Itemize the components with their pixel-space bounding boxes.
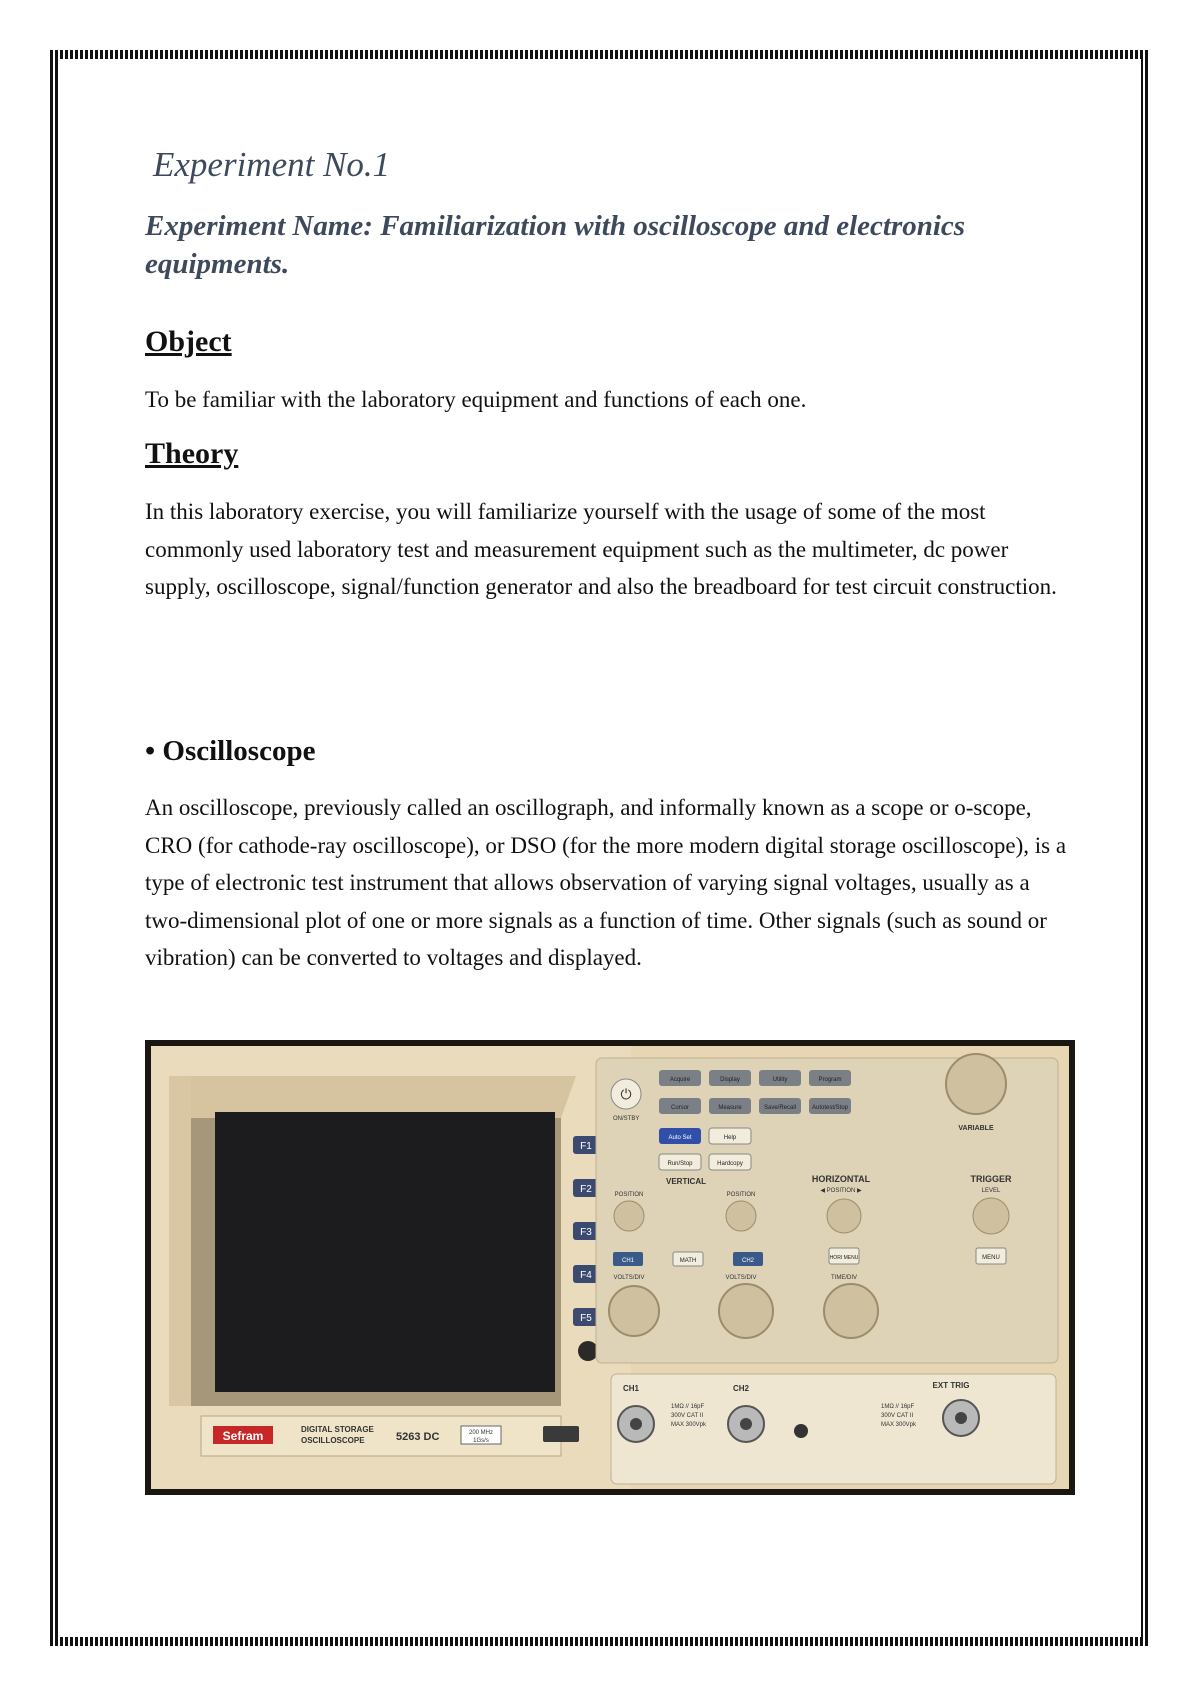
brand-label: Sefram bbox=[222, 1429, 264, 1443]
trigger-menu-button: MENU bbox=[982, 1255, 1000, 1261]
svg-text:Cursor: Cursor bbox=[670, 1105, 690, 1111]
ground-jack bbox=[794, 1424, 808, 1438]
ch1-button: CH1 bbox=[621, 1258, 635, 1264]
model-number: 5263 DC bbox=[396, 1431, 440, 1443]
object-text: To be familiar with the laboratory equipment and functions of each one. bbox=[145, 387, 807, 412]
horizontal-label: HORIZONTAL bbox=[811, 1174, 871, 1184]
ext-spec2: 300V CAT II bbox=[881, 1413, 914, 1419]
ch1-spec3: MAX 300Vpk bbox=[671, 1422, 707, 1428]
object-heading: Object bbox=[145, 325, 232, 358]
help-button: Help bbox=[723, 1135, 737, 1141]
svg-text:Display: Display bbox=[720, 1077, 740, 1083]
bandwidth-line2: 1Gs/s bbox=[473, 1438, 489, 1444]
ext-spec3: MAX 300Vpk bbox=[881, 1422, 917, 1428]
variable-label: VARIABLE bbox=[958, 1125, 994, 1132]
svg-text:Program: Program bbox=[818, 1077, 842, 1083]
f5-key: F5 bbox=[580, 1313, 592, 1324]
oscilloscope-text: An oscilloscope, previously called an oscillograph, and informally known as a scope or o-scope, CRO (for cathode-ray oscilloscope), or DSO (for the more modern digital storage oscilloscope), is a type of electronic test instrument that allows observation of varying signal voltages, usually as a two-dimensional plot of one or more signals as a function of time. Other signals (such as sound or vibration) can be converted to voltages and displayed. bbox=[145, 795, 1067, 970]
usb-port bbox=[543, 1426, 579, 1442]
ch2-position-label: POSITION bbox=[726, 1192, 756, 1198]
math-button: MATH bbox=[679, 1258, 697, 1264]
horizontal-position-label: ◀ POSITION ▶ bbox=[820, 1188, 862, 1194]
bandwidth-line1: 200 MHz bbox=[468, 1430, 494, 1436]
oscilloscope-photo bbox=[145, 1040, 1075, 1495]
ch2-button: CH2 bbox=[741, 1258, 755, 1264]
svg-text:Acquire: Acquire bbox=[669, 1077, 691, 1083]
theory-text: In this laboratory exercise, you will familiarize yourself with the usage of some of the most commonly used laboratory test and measurement equipment such as the multimeter, dc power supply, oscilloscope, signal/function generator and also the breadboard for test circuit construction. bbox=[145, 499, 1057, 599]
svg-text:Autotest/Stop: Autotest/Stop bbox=[811, 1105, 849, 1111]
vertical-label: VERTICAL bbox=[666, 1177, 706, 1186]
variable-knob bbox=[946, 1054, 1006, 1114]
run-stop-button: Run/Stop bbox=[667, 1161, 693, 1167]
model-line1: DIGITAL STORAGE bbox=[301, 1425, 374, 1434]
svg-text:Measure: Measure bbox=[718, 1105, 742, 1111]
ch1-spec1: 1MΩ // 16pF bbox=[671, 1404, 705, 1410]
ch1-position-label: POSITION bbox=[614, 1192, 644, 1198]
ch1-spec2: 300V CAT II bbox=[671, 1413, 704, 1419]
svg-text:Utility: Utility bbox=[772, 1077, 788, 1083]
trigger-level-label: LEVEL bbox=[981, 1188, 1001, 1194]
model-line2: OSCILLOSCOPE bbox=[301, 1436, 365, 1445]
ext-spec1: 1MΩ // 16pF bbox=[881, 1404, 915, 1410]
oscilloscope-heading: • Oscilloscope bbox=[145, 735, 316, 767]
horizontal-menu-button: HORI MENU bbox=[829, 1255, 859, 1261]
auto-set-button: Auto Set bbox=[668, 1135, 692, 1141]
f1-key: F1 bbox=[580, 1141, 592, 1152]
experiment-number: Experiment No.1 bbox=[153, 145, 391, 184]
theory-heading: Theory bbox=[145, 437, 239, 470]
time-div-label: TIME/DIV bbox=[830, 1275, 858, 1281]
ch1-input-label: CH1 bbox=[622, 1384, 640, 1393]
on-stby-label: ON/STBY bbox=[613, 1116, 640, 1122]
f2-key: F2 bbox=[580, 1184, 592, 1195]
ext-trig-label: EXT TRIG bbox=[932, 1381, 970, 1390]
scope-screen bbox=[215, 1112, 555, 1392]
hardcopy-button: Hardcopy bbox=[717, 1161, 743, 1167]
trigger-label: TRIGGER bbox=[970, 1174, 1012, 1184]
experiment-name: Experiment Name: Familiarization with oscilloscope and electronics equipments. bbox=[145, 210, 966, 280]
f3-key: F3 bbox=[580, 1227, 592, 1238]
svg-text:Save/Recall: Save/Recall bbox=[763, 1105, 797, 1111]
ch2-input-label: CH2 bbox=[732, 1384, 750, 1393]
ch1-volts-div-label: VOLTS/DIV bbox=[613, 1275, 645, 1281]
ch2-volts-div-label: VOLTS/DIV bbox=[725, 1275, 757, 1281]
power-icon: ⏻ bbox=[620, 1086, 632, 1102]
f4-key: F4 bbox=[580, 1270, 592, 1281]
